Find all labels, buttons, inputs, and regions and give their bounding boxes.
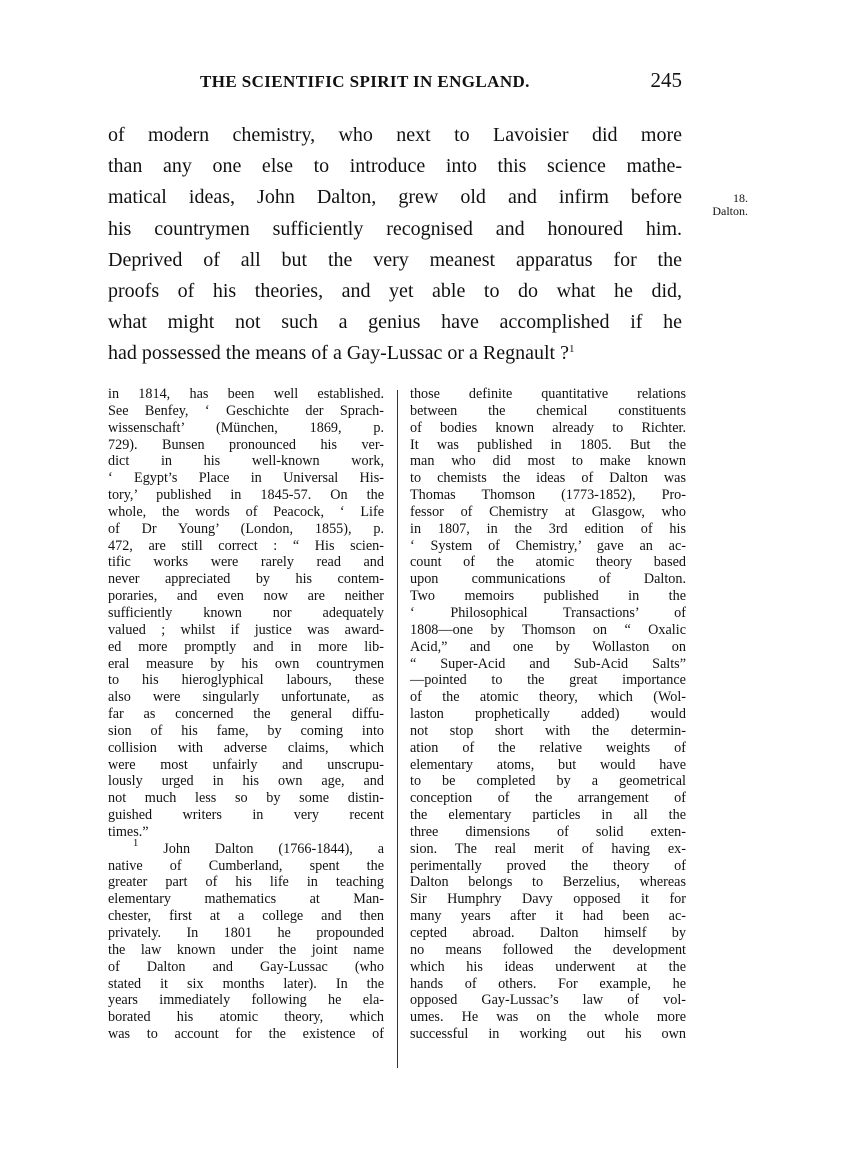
footnote-line: See Benfey, ‘ Geschichte der Sprach-	[108, 402, 384, 419]
footnote-line: hands of others. For example, he	[410, 975, 686, 992]
margin-note	[688, 192, 748, 218]
footnote-line: between the chemical constituents	[410, 402, 686, 419]
footnote-line: stated it six months later). In the	[108, 975, 384, 992]
footnote-number: 1	[132, 836, 139, 849]
footnote-line: “ Super-Acid and Sub-Acid Salts”	[410, 655, 686, 672]
footnote-line: far as concerned the general diffu-	[108, 706, 384, 723]
running-title: THE SCIENTIFIC SPIRIT IN ENGLAND.	[200, 72, 530, 91]
footnote-line: opposed Gay-Lussac’s law of vol-	[410, 992, 686, 1009]
footnote-line: It was published in 1805. But the	[410, 436, 686, 453]
footnote-line: not much less so by some distin-	[108, 790, 384, 807]
footnote-line: not stop short with the determin-	[410, 722, 686, 739]
main-text-line	[108, 338, 682, 369]
footnote-line: ‘ System of Chemistry,’ gave an ac-	[410, 537, 686, 554]
main-text-line: proofs of his theories, and yet able to do what he did,	[108, 279, 682, 302]
footnote-line: 1808—one by Thomson on “ Oxalic	[410, 621, 686, 638]
footnote-line: years immediately following he ela-	[108, 992, 384, 1009]
main-text-line-content: had possessed the means of a Gay-Lussac or a Regnault ?	[108, 342, 569, 365]
footnote-line: no means followed the development	[410, 941, 686, 958]
footnote-line: guished writers in very recent	[108, 807, 384, 824]
footnote-line: cepted abroad. Dalton himself by	[410, 925, 686, 941]
footnote-line: also were singularly unfortunate, as	[108, 689, 384, 706]
footnote-line: the law known under the joint name	[108, 941, 384, 958]
footnote-line: greater part of his life in teaching	[108, 874, 384, 891]
main-text-line: what might not such a genius have accomplished if he	[108, 311, 682, 334]
main-text-line: matical ideas, John Dalton, grew old and infirm before	[108, 186, 682, 209]
footnote-line: many years after it had been ac-	[410, 908, 686, 925]
footnote-line: lously urged in his own age, and	[108, 773, 384, 790]
main-text-line: his countrymen sufficiently recognised and honoured him.	[108, 217, 682, 240]
footnote-line: were most unfairly and unscrupu-	[108, 756, 384, 773]
footnote-line: Dalton belongs to Berzelius, whereas	[410, 874, 686, 891]
footnote-line: of Dr Young’ (London, 1855), p.	[108, 520, 384, 537]
main-text-line: than any one else to introduce into this science mathe-	[108, 155, 682, 178]
footnote-line: Thomas Thomson (1773-1852), Pro-	[410, 487, 686, 504]
footnote-line: to chemists the ideas of Dalton was	[410, 470, 686, 487]
footnote-line: Acid,” and one by Wollaston on	[410, 638, 686, 655]
footnote-line: eral measure by his own countrymen	[108, 655, 384, 672]
footnote-line: valued ; whilst if justice was award-	[108, 621, 384, 638]
footnote-line: Sir Humphry Davy opposed it for	[410, 891, 686, 908]
footnote-line: poraries, and even now are neither	[108, 588, 384, 605]
footnote-line: fessor of Chemistry at Glasgow, who	[410, 503, 686, 520]
footnote-line: dict in his well-known work,	[108, 453, 384, 470]
footnote-line: tory,’ published in 1845-57. On the	[108, 487, 384, 504]
main-text	[108, 120, 682, 370]
main-text-line: Deprived of all but the very meanest apparatus for the	[108, 248, 682, 271]
footnote-column-right	[410, 386, 686, 1043]
footnote-line: 729). Bunsen pronounced his ver-	[108, 436, 384, 453]
footnote-line: in 1814, has been well established.	[108, 386, 384, 402]
footnote-line: ‘ Egypt’s Place in Universal His-	[108, 470, 384, 487]
footnote-line: never appreciated by his contem-	[108, 571, 384, 588]
margin-note-number: 18.	[733, 191, 748, 205]
footnote-line	[108, 836, 385, 858]
footnotes	[108, 386, 684, 1076]
page-number: 245	[650, 68, 682, 92]
footnote-line: conception of the arrangement of	[410, 790, 686, 807]
footnote-line: to be completed by a geometrical	[410, 773, 686, 790]
footnote-line: was to account for the existence of	[108, 1026, 384, 1043]
footnote-line: of the atomic theory, which (Wol-	[410, 689, 686, 706]
footnote-line: successful in working out his own	[410, 1026, 686, 1043]
footnote-line: sion of his fame, by coming into	[108, 722, 384, 739]
footnote-reference: 1	[568, 343, 575, 356]
column-divider	[397, 390, 398, 1068]
footnote-line: ‘ Philosophical Transactions’ of	[410, 604, 686, 621]
footnote-column-left	[108, 386, 384, 1043]
footnote-line: elementary atoms, but would have	[410, 756, 686, 773]
footnote-line: tific works were rarely read and	[108, 554, 384, 571]
footnote-line: 472, are still correct : “ His scien-	[108, 537, 384, 554]
footnote-line: of bodies known already to Richter.	[410, 419, 686, 436]
footnote-line: ation of the relative weights of	[410, 739, 686, 756]
footnote-line: wissenschaft’ (München, 1869, p.	[108, 419, 384, 436]
footnote-line: privately. In 1801 he propounded	[108, 925, 384, 941]
footnote-line: sion. The real merit of having ex-	[410, 840, 686, 857]
footnote-line: umes. He was on the whole more	[410, 1009, 686, 1026]
footnote-line: of Dalton and Gay-Lussac (who	[108, 958, 384, 975]
footnote-line: man who did most to make known	[410, 453, 686, 470]
footnote-line: —pointed to the great importance	[410, 672, 686, 689]
footnote-line: upon communications of Dalton.	[410, 571, 686, 588]
footnote-line: which his ideas underwent at the	[410, 958, 686, 975]
footnote-line: three dimensions of solid exten-	[410, 823, 686, 840]
footnote-line: ed more promptly and in more lib-	[108, 638, 384, 655]
footnote-line-content: John Dalton (1766-1844), a	[138, 840, 385, 857]
margin-note-label: Dalton.	[712, 204, 748, 218]
footnote-line: in 1807, in the 3rd edition of his	[410, 520, 686, 537]
footnote-line: native of Cumberland, spent the	[108, 857, 384, 874]
footnote-line: elementary mathematics at Man-	[108, 891, 384, 908]
footnote-line: count of the atomic theory based	[410, 554, 686, 571]
footnote-line: Two memoirs published in the	[410, 588, 686, 605]
footnote-line: those definite quantitative relations	[410, 386, 686, 402]
footnote-line: collision with adverse claims, which	[108, 739, 384, 756]
footnote-line: to his hieroglyphical labours, these	[108, 672, 384, 689]
main-text-line: of modern chemistry, who next to Lavoisier did more	[108, 124, 682, 146]
footnote-line: times.”	[108, 823, 149, 840]
footnote-line: borated his atomic theory, which	[108, 1009, 384, 1026]
footnote-line: whole, the words of Peacock, ‘ Life	[108, 503, 384, 520]
footnote-line: chester, first at a college and then	[108, 908, 384, 925]
footnote-line: sufficiently known nor adequately	[108, 604, 384, 621]
footnote-line: the elementary particles in all the	[410, 807, 686, 824]
running-header	[108, 70, 682, 102]
footnote-line: perimentally proved the theory of	[410, 857, 686, 874]
footnote-line: laston prophetically added) would	[410, 706, 686, 723]
